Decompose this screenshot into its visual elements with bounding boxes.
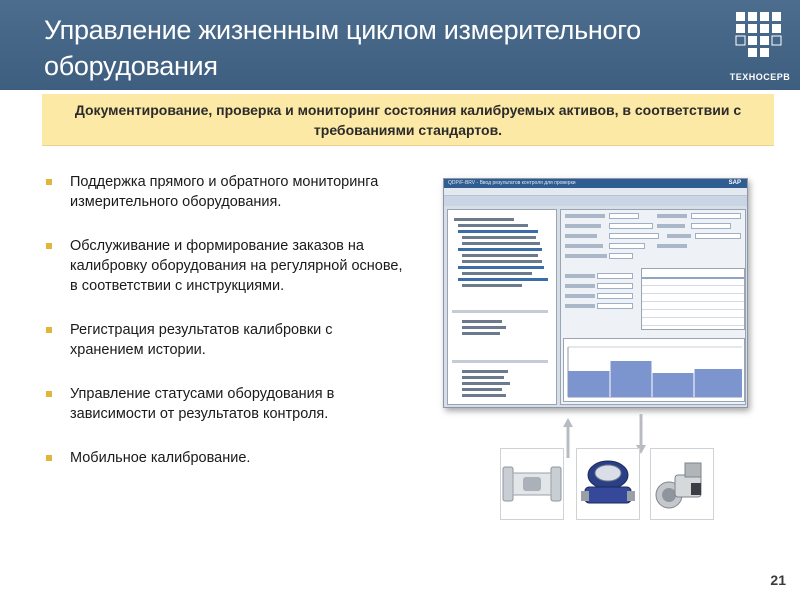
list-item-text: Поддержка прямого и обратного мониторинга измерительного оборудования.	[70, 174, 379, 210]
list-item-text: Обслуживание и формирование заказов на калибровку оборудования на регулярной основе, в соответствии с инструкциями.	[70, 238, 403, 294]
subtitle-banner: Документирование, проверка и мониторинг состояния калибруемых активов, в соответствии с требованиями стандартов.	[42, 94, 774, 146]
sap-logo: SAP	[728, 180, 741, 186]
sap-detail-panel	[560, 209, 746, 405]
page-number: 21	[770, 572, 786, 588]
sap-tree-panel	[447, 209, 557, 405]
list-item	[46, 172, 406, 212]
sap-screenshot	[443, 178, 748, 408]
bullet-marker	[46, 179, 52, 185]
sap-toolbar	[444, 196, 747, 206]
page-title: Управление жизненным циклом измерительного оборудования	[44, 15, 641, 81]
bullet-list	[46, 172, 406, 492]
list-item	[46, 236, 406, 296]
sap-window-title: QDP/F-BRV - Ввод результатов контроля для проверки	[444, 179, 747, 188]
list-item	[46, 448, 406, 468]
logo-text: ТЕХНОСЕРВ	[729, 72, 791, 82]
bullet-marker	[46, 455, 52, 461]
list-item	[46, 320, 406, 360]
arrow-up-icon	[563, 418, 573, 458]
grid-logo-icon	[728, 8, 792, 70]
list-item-text: Управление статусами оборудования в зависимости от результатов контроля.	[70, 386, 335, 422]
bullet-marker	[46, 327, 52, 333]
flow-meter-image	[500, 448, 564, 520]
bullet-marker	[46, 243, 52, 249]
water-meter-image	[576, 448, 640, 520]
list-item-text: Регистрация результатов калибровки с хранением истории.	[70, 322, 333, 358]
company-logo	[728, 8, 792, 86]
title-bar	[0, 0, 800, 90]
list-item-text: Мобильное калибрование.	[70, 450, 251, 466]
bullet-marker	[46, 391, 52, 397]
sap-menubar	[444, 188, 747, 196]
sap-result-chart	[563, 338, 745, 402]
valve-meter-image	[650, 448, 714, 520]
sap-results-grid	[641, 268, 745, 330]
list-item	[46, 384, 406, 424]
